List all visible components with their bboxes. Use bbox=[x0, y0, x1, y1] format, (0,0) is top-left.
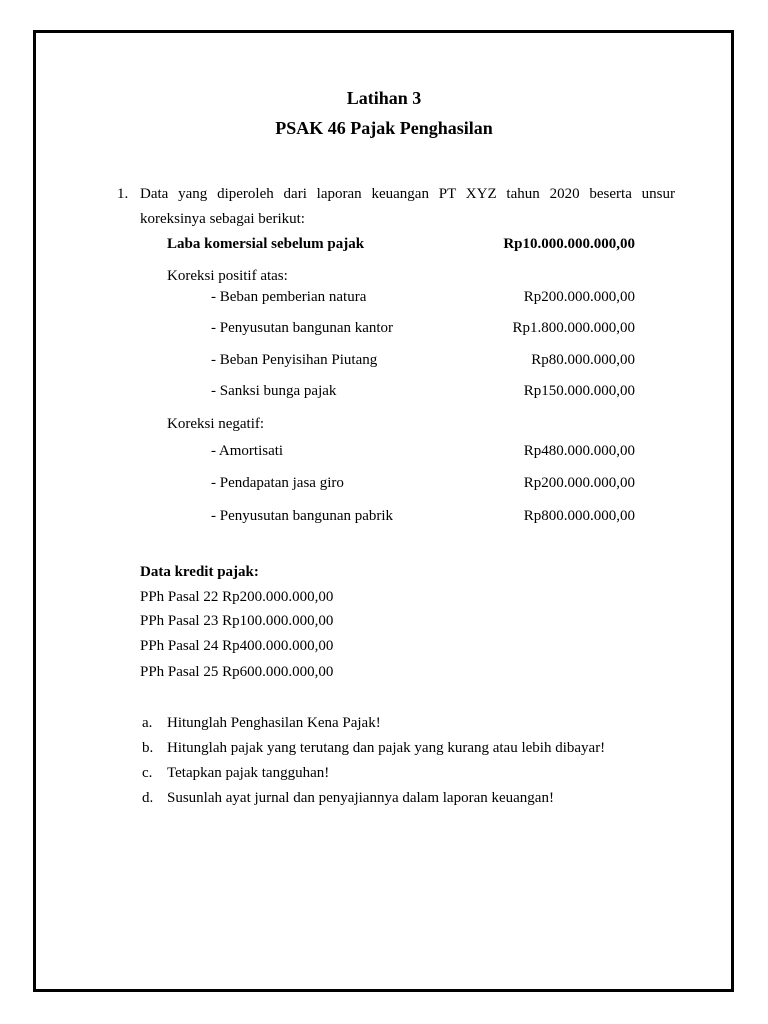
kredit-pajak-heading: Data kredit pajak: bbox=[140, 564, 259, 580]
koreksi-positif-item-label: - Beban Penyisihan Piutang bbox=[211, 352, 378, 368]
koreksi-negatif-item-label: - Pendapatan jasa giro bbox=[211, 475, 344, 491]
koreksi-negatif-item-value: Rp200.000.000,00 bbox=[523, 475, 635, 491]
koreksi-positif-item-label: - Beban pemberian natura bbox=[211, 289, 367, 305]
task-text: Susunlah ayat jurnal dan penyajiannya dalam laporan keuangan! bbox=[167, 790, 554, 806]
task-text: Hitunglah Penghasilan Kena Pajak! bbox=[167, 715, 381, 731]
koreksi-negatif-item-value: Rp800.000.000,00 bbox=[523, 508, 635, 524]
koreksi-negatif-item-value: Rp480.000.000,00 bbox=[523, 443, 635, 459]
laba-value: Rp10.000.000.000,00 bbox=[503, 236, 635, 252]
koreksi-positif-item-value: Rp200.000.000,00 bbox=[523, 289, 635, 305]
task-letter: d. bbox=[142, 790, 154, 806]
task-letter: c. bbox=[142, 765, 153, 781]
koreksi-positif-heading: Koreksi positif atas: bbox=[167, 268, 288, 284]
question-intro-line-2: koreksinya sebagai berikut: bbox=[140, 211, 305, 227]
koreksi-positif-item-label: - Sanksi bunga pajak bbox=[211, 383, 337, 399]
task-text: Hitunglah pajak yang terutang dan pajak yang kurang atau lebih dibayar! bbox=[167, 740, 606, 756]
question-intro-line-1: Data yang diperoleh dari laporan keuangan PT XYZ tahun 2020 beserta unsur bbox=[140, 186, 675, 202]
kredit-pajak-item: PPh Pasal 25 Rp600.000.000,00 bbox=[140, 664, 334, 680]
koreksi-positif-item-value: Rp80.000.000,00 bbox=[531, 352, 635, 368]
question-number: 1. bbox=[117, 186, 129, 202]
title-line-2: PSAK 46 Pajak Penghasilan bbox=[275, 118, 493, 138]
koreksi-positif-item-label: - Penyusutan bangunan kantor bbox=[211, 320, 394, 336]
kredit-pajak-item: PPh Pasal 22 Rp200.000.000,00 bbox=[140, 589, 334, 605]
koreksi-positif-item-value: Rp150.000.000,00 bbox=[523, 383, 635, 399]
koreksi-negatif-item-label: - Penyusutan bangunan pabrik bbox=[211, 508, 394, 524]
koreksi-positif-item-value: Rp1.800.000.000,00 bbox=[512, 320, 635, 336]
task-text: Tetapkan pajak tangguhan! bbox=[167, 765, 330, 781]
task-letter: a. bbox=[142, 715, 153, 731]
koreksi-negatif-item-label: - Amortisati bbox=[211, 443, 284, 459]
koreksi-negatif-heading: Koreksi negatif: bbox=[167, 416, 265, 432]
laba-label: Laba komersial sebelum pajak bbox=[167, 236, 365, 252]
kredit-pajak-item: PPh Pasal 23 Rp100.000.000,00 bbox=[140, 613, 334, 629]
kredit-pajak-item: PPh Pasal 24 Rp400.000.000,00 bbox=[140, 638, 334, 654]
title-line-1: Latihan 3 bbox=[346, 88, 422, 108]
task-letter: b. bbox=[142, 740, 154, 756]
